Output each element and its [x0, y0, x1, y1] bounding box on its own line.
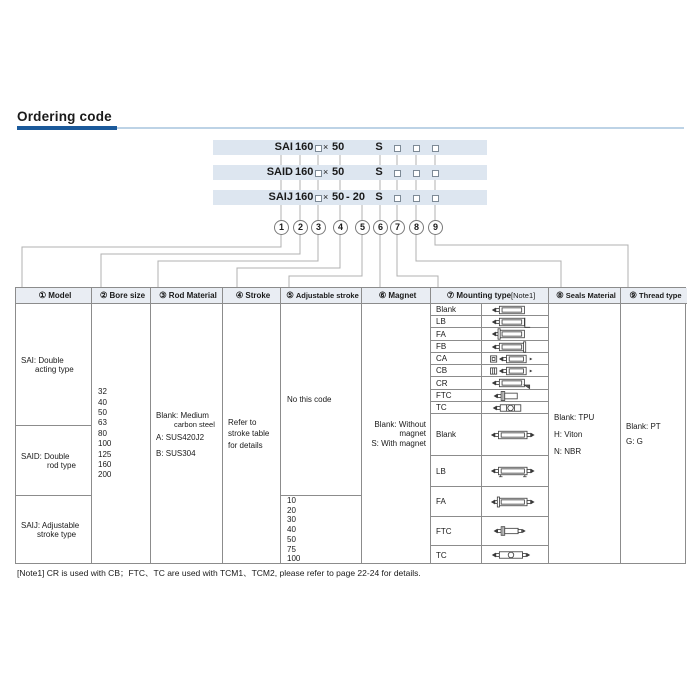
thread-type-cell: Blank: PT G: G [626, 422, 661, 446]
code-position-badge: 6 [373, 220, 388, 235]
mounting-code-cell: CR [431, 377, 482, 390]
code-position-badge: 9 [428, 220, 443, 235]
mounting-code-cell: FB [431, 341, 482, 353]
option-box-icon [315, 170, 322, 177]
code-bore: 160 [295, 166, 314, 178]
mounting-code-cell: FA [431, 328, 482, 341]
option-box-icon [413, 170, 420, 177]
option-box-icon [432, 170, 439, 177]
adjustable-stroke-none-cell: No this code [281, 304, 362, 496]
model-cell-saij: SAIJ: Adjustable stroke type [16, 496, 92, 564]
rod-material-cell: Blank: Medium carbon steel A: SUS420J2 B: SUS304 [151, 304, 223, 564]
option-box-icon [394, 145, 401, 152]
option-box-icon [315, 145, 322, 152]
option-box-icon [413, 195, 420, 202]
adjustable-stroke-values-cell: 10 20 30 40 50 75 100 [281, 496, 362, 564]
column-header-bore-size: ② Bore size [92, 288, 151, 304]
stroke-cell: Refer to stroke table for details [223, 304, 281, 564]
column-header-magnet: ⑥ Magnet [362, 288, 431, 304]
magnet-cell: Blank: Without magnet S: With magnet [362, 304, 431, 564]
code-bore: 160 [295, 191, 314, 203]
code-model: SAI [274, 141, 293, 153]
option-box-icon [413, 145, 420, 152]
mounting-code-cell: Blank [431, 414, 482, 456]
column-header-stroke: ④ Stroke [223, 288, 281, 304]
column-header-model: ① Model [16, 288, 92, 304]
code-stroke: 50 [332, 191, 345, 203]
model-cell-sai: SAI: Double acting type [16, 304, 92, 426]
mounting-icon-tc-double [482, 546, 549, 564]
mounting-code-cell: FTC [431, 517, 482, 546]
footnote: [Note1] CR is used with CB；FTC、TC are used with TCM1、TCM2, please refer to page 22-24 for details. [17, 568, 421, 578]
mounting-icon-ftc-double [482, 517, 549, 546]
mounting-code-cell: TC [431, 546, 482, 564]
option-box-icon [394, 195, 401, 202]
page-title: Ordering code [17, 109, 112, 124]
column-header-thread-type: ⑨ Thread type [621, 288, 687, 304]
code-position-badge: 7 [390, 220, 405, 235]
code-magnet: S [375, 191, 383, 203]
code-stroke: 50 [332, 141, 345, 153]
seals-material-cell: Blank: TPU H: Viton N: NBR [549, 304, 621, 564]
code-position-badge: 1 [274, 220, 289, 235]
code-times: × [323, 167, 329, 177]
code-position-badge: 8 [409, 220, 424, 235]
code-model: SAID [266, 166, 293, 178]
title-underline-dark [17, 126, 117, 130]
mounting-code-cell: LB [431, 316, 482, 328]
bore-size-cell: 32 40 50 63 80 100 125 160 200 [92, 304, 151, 564]
code-times: × [323, 192, 329, 202]
code-position-badge: 3 [311, 220, 326, 235]
ordering-code-row-said [213, 165, 487, 180]
mounting-code-cell: CA [431, 353, 482, 365]
option-box-icon [315, 195, 322, 202]
column-header-mounting-type: ⑦ Mounting type [Note1] [431, 288, 549, 304]
column-header-adjustable-stroke: ⑤ Adjustable stroke [281, 288, 362, 304]
mounting-code-cell: FA [431, 487, 482, 517]
code-adjustable-suffix: - 20 [346, 191, 365, 203]
option-box-icon [432, 145, 439, 152]
code-position-badge: 4 [333, 220, 348, 235]
code-magnet: S [375, 141, 383, 153]
code-stroke: 50 [332, 166, 345, 178]
code-position-badge: 5 [355, 220, 370, 235]
code-times: × [323, 142, 329, 152]
mounting-code-cell: TC [431, 402, 482, 414]
model-cell-said: SAID: Double rod type [16, 426, 92, 496]
mounting-code-cell: LB [431, 456, 482, 487]
column-header-seals-material: ⑧ Seals Material [549, 288, 621, 304]
mounting-code-cell: Blank [431, 304, 482, 316]
title-underline-light [117, 127, 684, 129]
mounting-icon-tc [482, 402, 549, 414]
code-magnet: S [375, 166, 383, 178]
mounting-icon-blank-double [482, 414, 549, 456]
code-model: SAIJ [268, 191, 293, 203]
mounting-code-cell: CB [431, 365, 482, 377]
mounting-icon-lb-double [482, 456, 549, 487]
ordering-code-table [15, 287, 686, 564]
code-position-badge: 2 [293, 220, 308, 235]
mounting-icon-fa-double [482, 487, 549, 517]
option-box-icon [394, 170, 401, 177]
code-bore: 160 [295, 141, 314, 153]
column-header-rod-material: ③ Rod Material [151, 288, 223, 304]
mounting-code-cell: FTC [431, 390, 482, 402]
option-box-icon [432, 195, 439, 202]
ordering-code-row-saij [213, 190, 487, 205]
ordering-code-row-sai [213, 140, 487, 155]
